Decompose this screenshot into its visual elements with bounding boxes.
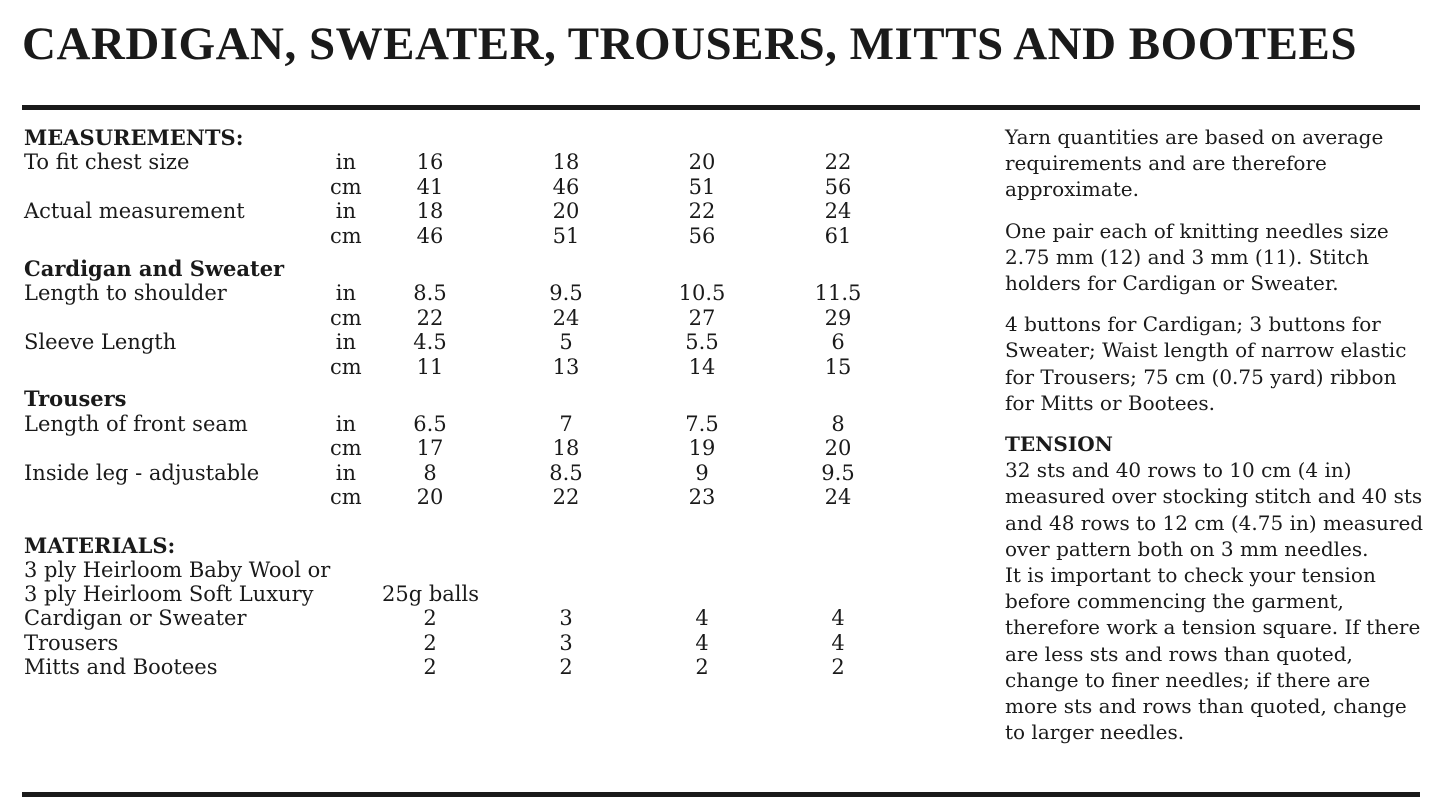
tension-heading: TENSION [1005,432,1113,457]
value-cell: 29 [824,306,852,330]
value-cell: 6.5 [413,412,447,436]
value-cell: 2 [423,655,437,679]
value-cell: 18 [416,199,444,223]
value-cell: 20 [552,199,580,223]
unit-label: cm [330,175,362,199]
page-title: CARDIGAN, SWEATER, TROUSERS, MITTS AND BOOTEES [22,18,1357,70]
row-label: Inside leg - adjustable [24,461,260,485]
unit-label: in [335,330,356,354]
value-cell: 8.5 [413,281,447,305]
notes-column [1005,124,1425,745]
value-cell: 8 [423,461,437,485]
unit-label: in [335,281,356,305]
value-cell: 46 [416,224,444,248]
value-cell: 24 [552,306,580,330]
value-cell: 18 [552,436,580,460]
yarn-line: 3 ply Heirloom Baby Wool or [24,558,331,582]
row-label: Sleeve Length [24,330,177,354]
value-cell: 4.5 [413,330,447,354]
value-cell: 20 [416,485,444,509]
value-cell: 56 [688,224,716,248]
value-cell: 23 [688,485,716,509]
section-heading: Cardigan and Sweater [24,256,285,281]
value-cell: 5.5 [685,330,719,354]
value-cell: 2 [423,631,437,655]
balls-label: 25g balls [382,582,480,606]
value-cell: 8 [831,412,845,436]
value-cell: 4 [695,631,709,655]
section-heading: MEASUREMENTS: [24,125,244,150]
value-cell: 2 [559,655,573,679]
value-cell: 9.5 [549,281,583,305]
yarn-line: 3 ply Heirloom Soft Luxury [24,582,314,606]
value-cell: 5 [559,330,573,354]
value-cell: 13 [552,355,580,379]
value-cell: 51 [688,175,716,199]
value-cell: 51 [552,224,580,248]
row-label: Cardigan or Sweater [24,606,247,630]
section-heading: MATERIALS: [24,533,176,558]
value-cell: 3 [559,606,573,630]
row-label: Length of front seam [24,412,248,436]
value-cell: 4 [831,606,845,630]
value-cell: 4 [831,631,845,655]
value-cell: 7.5 [685,412,719,436]
value-cell: 8.5 [549,461,583,485]
value-cell: 22 [416,306,444,330]
tension-text: 32 sts and 40 rows to 10 cm (4 in) measured over stocking stitch and 40 sts and 48 rows to 12 cm (4.75 in) measured over pattern both on 3 mm needles. [1005,458,1424,561]
value-cell: 27 [688,306,716,330]
row-label: Length to shoulder [24,281,227,305]
unit-label: in [335,461,356,485]
value-cell: 11.5 [814,281,862,305]
value-cell: 2 [423,606,437,630]
unit-label: cm [330,355,362,379]
unit-label: cm [330,224,362,248]
value-cell: 2 [695,655,709,679]
value-cell: 6 [831,330,845,354]
value-cell: 9 [695,461,709,485]
row-label: Mitts and Bootees [24,655,218,679]
row-label: Actual measurement [24,199,245,223]
row-label: Trousers [24,631,119,655]
value-cell: 2 [831,655,845,679]
value-cell: 10.5 [678,281,726,305]
needles-note: One pair each of knitting needles size 2.75 mm (12) and 3 mm (11). Stitch holders for Cardigan or Sweater. [1005,218,1389,296]
value-cell: 20 [824,436,852,460]
value-cell: 24 [824,199,852,223]
extras-note: 4 buttons for Cardigan; 3 buttons for Sweater; Waist length of narrow elastic for Trousers; 75 cm (0.75 yard) ribbon for Mitts or Bootees. [1005,312,1407,415]
value-cell: 11 [416,355,444,379]
value-cell: 41 [416,175,444,199]
tension-advice: It is important to check your tension before commencing the garment, therefore work a tension square. If there are less sts and rows than quoted, change to finer needles; if there are more sts and rows than quoted, change to larger needles. [1005,563,1421,745]
value-cell: 18 [552,150,580,174]
top-divider [22,105,1420,110]
value-cell: 4 [695,606,709,630]
value-cell: 17 [416,436,444,460]
yarn-quantities-note: Yarn quantities are based on average requirements and are therefore approximate. [1005,125,1384,202]
value-cell: 20 [688,150,716,174]
value-cell: 9.5 [821,461,855,485]
value-cell: 19 [688,436,716,460]
unit-label: cm [330,436,362,460]
value-cell: 56 [824,175,852,199]
value-cell: 15 [824,355,852,379]
unit-label: in [335,199,356,223]
value-cell: 24 [824,485,852,509]
value-cell: 16 [416,150,444,174]
unit-label: in [335,412,356,436]
value-cell: 22 [552,485,580,509]
value-cell: 61 [824,224,852,248]
value-cell: 14 [688,355,716,379]
row-label: To fit chest size [24,150,190,174]
value-cell: 22 [688,199,716,223]
unit-label: in [335,150,356,174]
value-cell: 22 [824,150,852,174]
value-cell: 46 [552,175,580,199]
bottom-divider [22,792,1420,797]
unit-label: cm [330,306,362,330]
unit-label: cm [330,485,362,509]
section-heading: Trousers [24,386,127,411]
value-cell: 3 [559,631,573,655]
value-cell: 7 [559,412,573,436]
